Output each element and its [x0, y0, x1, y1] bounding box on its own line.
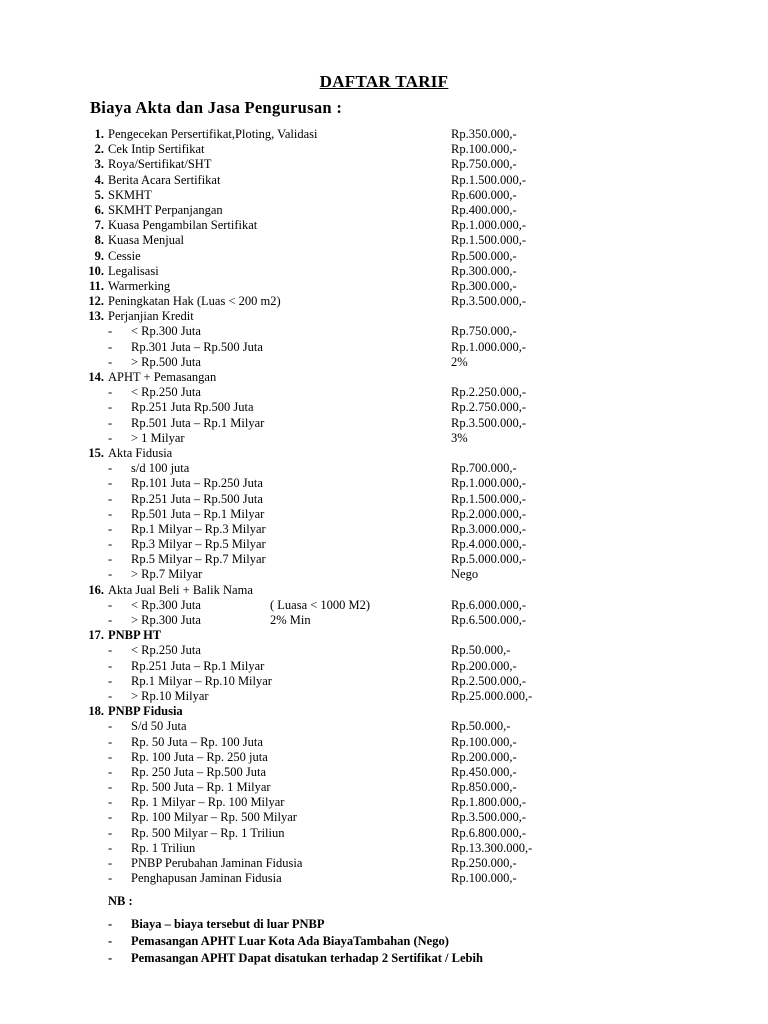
bullet-dash: -	[108, 871, 113, 886]
tariff-subitem	[0, 659, 768, 674]
tariff-subitem	[0, 385, 768, 400]
tariff-subitem	[0, 735, 768, 750]
item-number: 13.	[88, 309, 104, 324]
bullet-dash: -	[108, 400, 113, 415]
tariff-item	[0, 583, 768, 598]
subitem-price: Rp.50.000,-	[451, 643, 511, 658]
subitem-price: Rp.3.500.000,-	[451, 810, 526, 825]
subitem-label: > 1 Milyar	[131, 430, 185, 445]
bullet-dash: -	[108, 597, 113, 612]
subitem-label: Penghapusan Jaminan Fidusia	[131, 871, 282, 886]
subitem-price: Nego	[451, 567, 479, 582]
item-number: 10.	[88, 263, 104, 278]
tariff-subitem	[0, 750, 768, 765]
subitem-label: Rp. 250 Juta – Rp.500 Juta	[131, 764, 267, 779]
tariff-subitem	[0, 719, 768, 734]
item-label: SKMHT	[108, 187, 152, 202]
subitem-label: Rp. 50 Juta – Rp. 100 Juta	[131, 734, 263, 749]
subitem-label: < Rp.300 Juta	[131, 597, 201, 612]
tariff-subitem	[0, 507, 768, 522]
item-label: Akta Fidusia	[108, 445, 173, 460]
nb-note-text: Pemasangan APHT Dapat disatukan terhadap 2 Sertifikat / Lebih	[131, 951, 483, 965]
tariff-subitem	[0, 871, 768, 886]
item-number: 1.	[94, 127, 104, 141]
item-price: Rp.350.000,-	[451, 127, 517, 141]
tariff-item	[0, 628, 768, 643]
item-number: 15.	[88, 445, 104, 460]
subitem-label: Rp.251 Juta – Rp.1 Milyar	[131, 658, 265, 673]
bullet-dash: -	[108, 491, 113, 506]
tariff-item	[0, 249, 768, 264]
subitem-price: Rp.200.000,-	[451, 658, 517, 673]
bullet-dash: -	[108, 795, 113, 810]
tariff-item	[0, 279, 768, 294]
subitem-label: Rp.101 Juta – Rp.250 Juta	[131, 476, 263, 491]
tariff-item	[0, 142, 768, 157]
tariff-subitem	[0, 431, 768, 446]
item-number: 3.	[94, 157, 104, 172]
subitem-price: 2%	[451, 354, 468, 369]
bullet-dash: -	[108, 461, 113, 476]
tariff-item	[0, 127, 768, 142]
subitem-label: < Rp.250 Juta	[131, 643, 201, 658]
subitem-label: Rp.5 Milyar – Rp.7 Milyar	[131, 552, 266, 567]
tariff-subitem	[0, 461, 768, 476]
tariff-subitem	[0, 689, 768, 704]
tariff-item	[0, 173, 768, 188]
tariff-item	[0, 370, 768, 385]
item-number: 11.	[89, 278, 104, 293]
bullet-dash: -	[108, 673, 113, 688]
subitem-price: Rp.2.000.000,-	[451, 506, 526, 521]
item-number: 5.	[94, 187, 104, 202]
subitem-label: Rp. 1 Triliun	[131, 840, 196, 855]
bullet-dash: -	[108, 856, 113, 870]
nb-notes	[0, 916, 768, 967]
tariff-item	[0, 218, 768, 233]
tariff-subitem	[0, 613, 768, 628]
subitem-price: Rp.50.000,-	[451, 719, 511, 734]
subitem-price: Rp.850.000,-	[451, 780, 517, 795]
tariff-list	[0, 127, 768, 886]
item-label: Peningkatan Hak (Luas < 200 m2)	[108, 294, 281, 309]
tariff-subitem	[0, 795, 768, 810]
subitem-price: Rp.25.000.000,-	[451, 688, 533, 703]
bullet-dash: -	[108, 934, 113, 948]
subitem-label: Rp.3 Milyar – Rp.5 Milyar	[131, 537, 266, 552]
document-title: DAFTAR TARIF	[319, 72, 449, 91]
bullet-dash: -	[108, 430, 113, 445]
bullet-dash: -	[108, 643, 113, 658]
tariff-subitem	[0, 492, 768, 507]
subitem-label: PNBP Perubahan Jaminan Fidusia	[131, 856, 303, 870]
tariff-subitem	[0, 841, 768, 856]
subitem-price: Rp.200.000,-	[451, 749, 517, 764]
subitem-price: Rp.1.800.000,-	[451, 795, 526, 810]
subitem-label: Rp.501 Juta – Rp.1 Milyar	[131, 506, 265, 521]
item-price: Rp.1.000.000,-	[451, 218, 526, 233]
tariff-subitem	[0, 765, 768, 780]
tariff-subitem	[0, 567, 768, 582]
subitem-label: Rp. 100 Juta – Rp. 250 juta	[131, 749, 268, 764]
bullet-dash: -	[108, 658, 113, 673]
item-price: Rp.600.000,-	[451, 187, 517, 202]
item-number: 4.	[94, 172, 104, 187]
subitem-label: Rp.251 Juta Rp.500 Juta	[131, 400, 254, 415]
tariff-item	[0, 157, 768, 172]
subitem-label: > Rp.500 Juta	[131, 354, 201, 369]
bullet-dash: -	[108, 506, 113, 521]
subitem-label: Rp.501 Juta – Rp.1 Milyar	[131, 415, 265, 430]
item-number: 14.	[88, 370, 104, 384]
item-label: Perjanjian Kredit	[108, 309, 194, 324]
tariff-subitem	[0, 355, 768, 370]
bullet-dash: -	[108, 810, 113, 825]
subitem-price: Rp.750.000,-	[451, 324, 517, 339]
bullet-dash: -	[108, 415, 113, 430]
subitem-label: < Rp.300 Juta	[131, 324, 201, 339]
item-price: Rp.300.000,-	[451, 278, 517, 293]
nb-note	[0, 933, 768, 950]
item-label: PNBP Fidusia	[108, 704, 183, 719]
tariff-subitem	[0, 780, 768, 795]
bullet-dash: -	[108, 734, 113, 749]
tariff-subitem	[0, 643, 768, 658]
subitem-price: Rp.13.300.000,-	[451, 840, 533, 855]
bullet-dash: -	[108, 324, 113, 339]
subitem-price: Rp.700.000,-	[451, 461, 517, 476]
subitem-label: s/d 100 juta	[131, 461, 190, 476]
tariff-subitem	[0, 856, 768, 871]
bullet-dash: -	[108, 476, 113, 491]
item-price: Rp.500.000,-	[451, 248, 517, 263]
tariff-subitem	[0, 324, 768, 339]
bullet-dash: -	[108, 951, 113, 965]
subitem-price: Rp.1.000.000,-	[451, 339, 526, 354]
item-price: Rp.100.000,-	[451, 142, 517, 157]
item-number: 8.	[94, 233, 104, 248]
subitem-label: > Rp.7 Milyar	[131, 567, 203, 582]
subitem-price: Rp.2.750.000,-	[451, 400, 526, 415]
tariff-subitem	[0, 416, 768, 431]
bullet-dash: -	[108, 780, 113, 795]
item-price: Rp.1.500.000,-	[451, 172, 526, 187]
subitem-label: Rp.301 Juta – Rp.500 Juta	[131, 339, 263, 354]
tariff-subitem	[0, 674, 768, 689]
subitem-note: 2% Min	[270, 613, 311, 627]
tariff-item	[0, 704, 768, 719]
nb-note-text: Biaya – biaya tersebut di luar PNBP	[131, 917, 325, 931]
subitem-label: S/d 50 Juta	[131, 719, 187, 734]
subitem-note: ( Luasa < 1000 M2)	[270, 597, 371, 612]
item-label: Berita Acara Sertifikat	[108, 172, 221, 187]
tariff-item	[0, 188, 768, 203]
item-label: Legalisasi	[108, 263, 159, 278]
subitem-price: Rp.4.000.000,-	[451, 537, 526, 552]
tariff-item	[0, 203, 768, 218]
tariff-subitem	[0, 598, 768, 613]
nb-note	[0, 950, 768, 967]
bullet-dash: -	[108, 917, 113, 931]
subitem-price: Rp.3.500.000,-	[451, 415, 526, 430]
item-label: Akta Jual Beli + Balik Nama	[108, 582, 253, 597]
tariff-item	[0, 446, 768, 461]
item-number: 6.	[94, 202, 104, 217]
item-label: Pengecekan Persertifikat,Ploting, Validasi	[108, 127, 318, 141]
bullet-dash: -	[108, 749, 113, 764]
subitem-price: Rp.450.000,-	[451, 764, 517, 779]
bullet-dash: -	[108, 825, 113, 840]
item-number: 17.	[88, 628, 104, 643]
subitem-price: Rp.6.500.000,-	[451, 613, 526, 627]
bullet-dash: -	[108, 339, 113, 354]
item-label: Kuasa Menjual	[108, 233, 185, 248]
nb-note-text: Pemasangan APHT Luar Kota Ada BiayaTambahan (Nego)	[131, 934, 449, 948]
tariff-subitem	[0, 552, 768, 567]
bullet-dash: -	[108, 688, 113, 703]
item-label: Warmerking	[108, 278, 171, 293]
item-number: 2.	[94, 142, 104, 157]
subitem-label: Rp. 100 Milyar – Rp. 500 Milyar	[131, 810, 297, 825]
item-number: 16.	[88, 582, 104, 597]
subitem-label: < Rp.250 Juta	[131, 385, 201, 400]
nb-label: NB :	[108, 894, 133, 908]
tariff-subitem	[0, 340, 768, 355]
item-label: SKMHT Perpanjangan	[108, 202, 223, 217]
bullet-dash: -	[108, 719, 113, 734]
subitem-label: > Rp.10 Milyar	[131, 688, 209, 703]
tariff-subitem	[0, 522, 768, 537]
tariff-item	[0, 264, 768, 279]
subitem-label: Rp. 1 Milyar – Rp. 100 Milyar	[131, 795, 285, 810]
document-subtitle: Biaya Akta dan Jasa Pengurusan :	[90, 98, 343, 117]
subitem-price: Rp.6.800.000,-	[451, 825, 526, 840]
tariff-item	[0, 294, 768, 309]
subitem-price: Rp.2.250.000,-	[451, 385, 526, 400]
bullet-dash: -	[108, 840, 113, 855]
subitem-price: 3%	[451, 430, 468, 445]
subitem-price: Rp.5.000.000,-	[451, 552, 526, 567]
subitem-price: Rp.100.000,-	[451, 871, 517, 886]
bullet-dash: -	[108, 521, 113, 536]
tariff-subitem	[0, 476, 768, 491]
subitem-price: Rp.3.000.000,-	[451, 521, 526, 536]
tariff-subitem	[0, 826, 768, 841]
subitem-price: Rp.100.000,-	[451, 734, 517, 749]
item-price: Rp.750.000,-	[451, 157, 517, 172]
subitem-price: Rp.1.000.000,-	[451, 476, 526, 491]
subitem-price: Rp.2.500.000,-	[451, 673, 526, 688]
tariff-subitem	[0, 537, 768, 552]
bullet-dash: -	[108, 354, 113, 369]
subitem-label: Rp. 500 Milyar – Rp. 1 Triliun	[131, 825, 285, 840]
item-label: Roya/Sertifikat/SHT	[108, 157, 212, 172]
item-label: Cessie	[108, 248, 141, 263]
subitem-price: Rp.1.500.000,-	[451, 491, 526, 506]
subitem-label: Rp. 500 Juta – Rp. 1 Milyar	[131, 780, 271, 795]
item-label: PNBP HT	[108, 628, 162, 643]
tariff-subitem	[0, 400, 768, 415]
item-number: 12.	[88, 294, 104, 309]
item-price: Rp.3.500.000,-	[451, 294, 526, 309]
bullet-dash: -	[108, 385, 113, 400]
bullet-dash: -	[108, 764, 113, 779]
item-price: Rp.400.000,-	[451, 202, 517, 217]
item-label: APHT + Pemasangan	[108, 370, 217, 384]
subitem-label: Rp.1 Milyar – Rp.10 Milyar	[131, 673, 272, 688]
item-label: Kuasa Pengambilan Sertifikat	[108, 218, 258, 233]
bullet-dash: -	[108, 537, 113, 552]
tariff-item	[0, 309, 768, 324]
item-price: Rp.1.500.000,-	[451, 233, 526, 248]
subitem-label: > Rp.300 Juta	[131, 613, 201, 627]
subitem-price: Rp.6.000.000,-	[451, 597, 526, 612]
item-number: 7.	[94, 218, 104, 233]
tariff-subitem	[0, 810, 768, 825]
bullet-dash: -	[108, 552, 113, 567]
item-price: Rp.300.000,-	[451, 263, 517, 278]
nb-note	[0, 916, 768, 933]
subitem-label: Rp.251 Juta – Rp.500 Juta	[131, 491, 263, 506]
item-number: 9.	[94, 248, 104, 263]
bullet-dash: -	[108, 613, 113, 627]
item-number: 18.	[88, 704, 104, 719]
item-label: Cek Intip Sertifikat	[108, 142, 205, 157]
tariff-item	[0, 233, 768, 248]
subitem-label: Rp.1 Milyar – Rp.3 Milyar	[131, 521, 266, 536]
bullet-dash: -	[108, 567, 113, 582]
subitem-price: Rp.250.000,-	[451, 856, 517, 870]
